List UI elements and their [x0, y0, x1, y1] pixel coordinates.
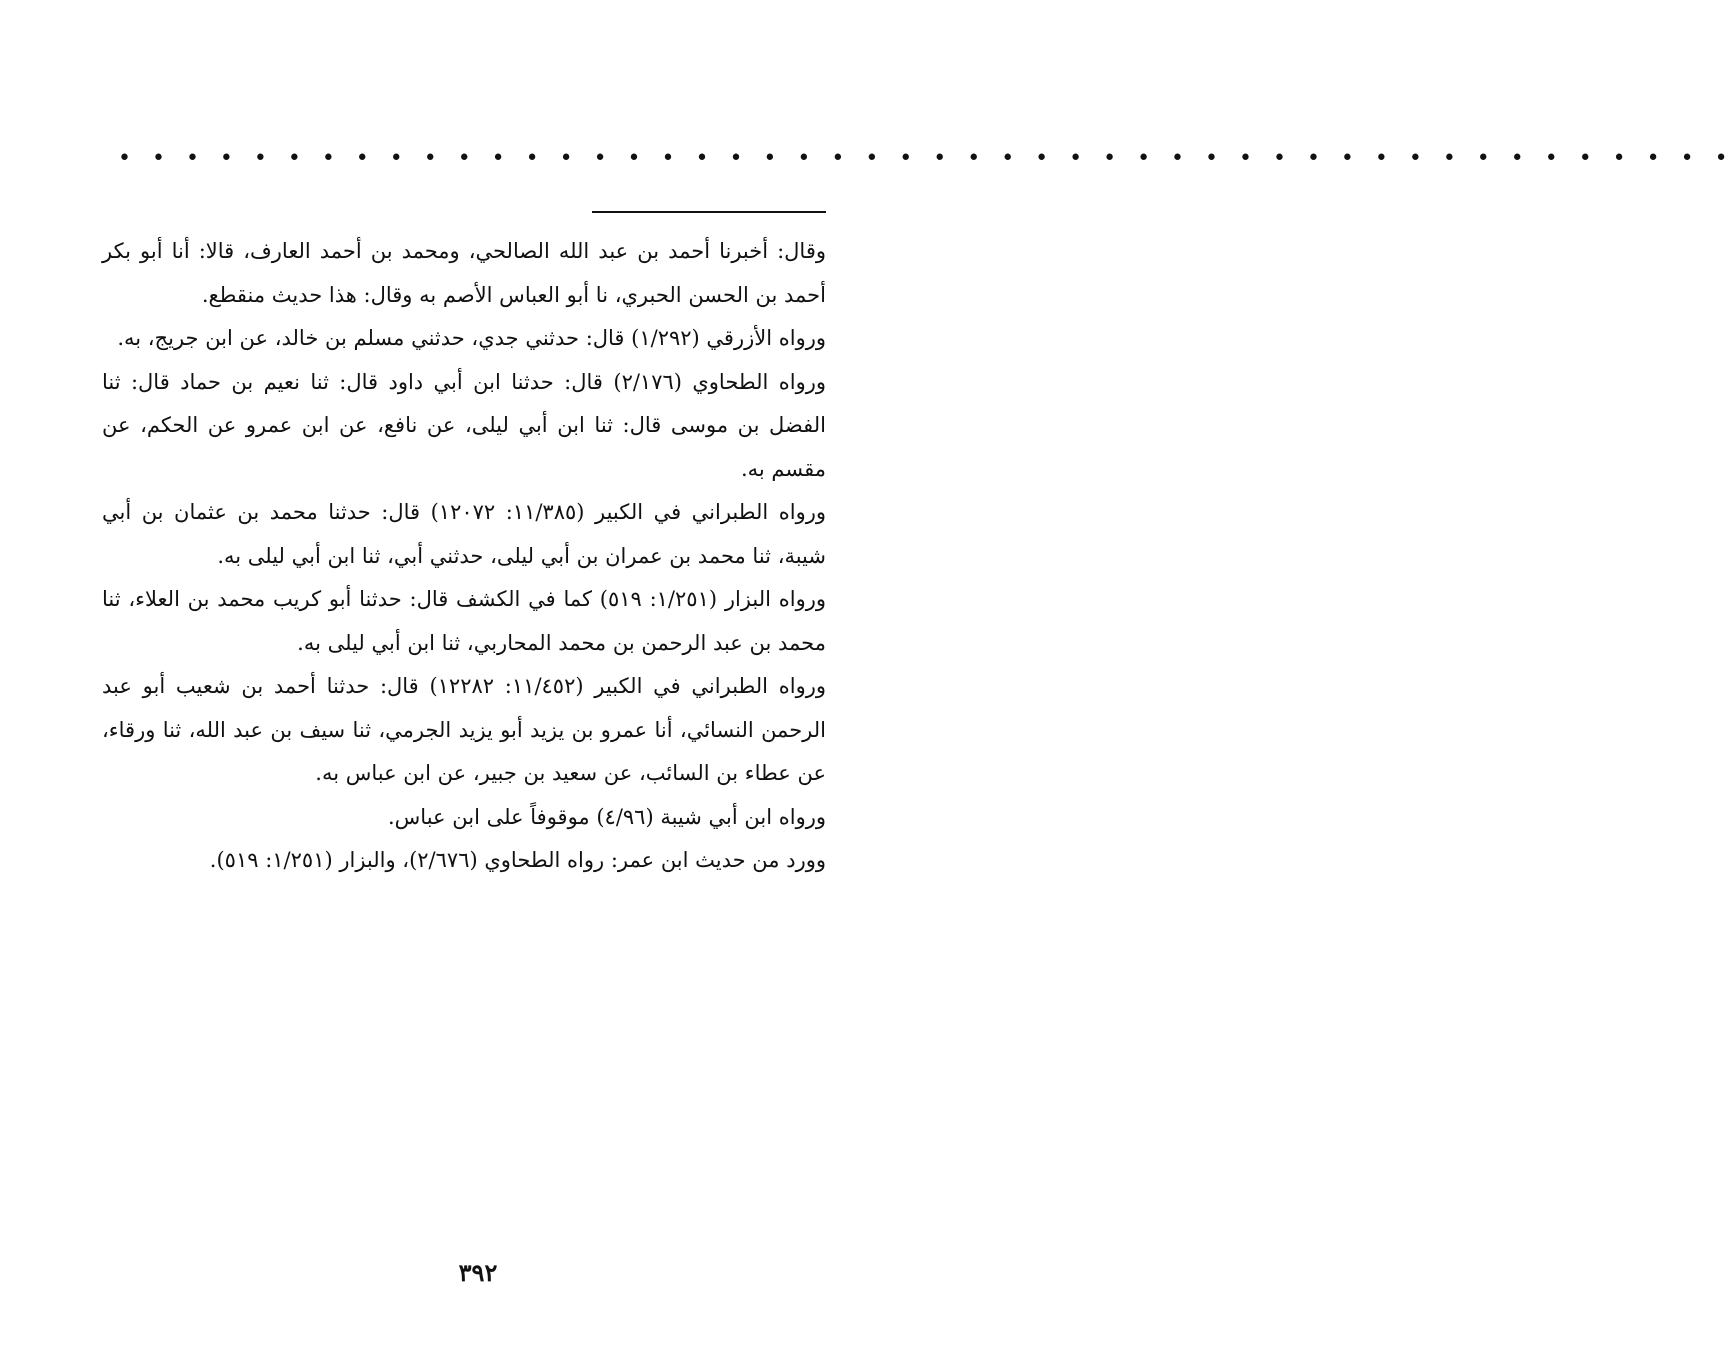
- footnote-paragraph: ورواه الطحاوي (٢/١٧٦) قال: حدثنا ابن أبي داود قال: ثنا نعيم بن حماد قال: ثنا الفضل بن موسى قال: ثنا ابن أبي ليلى، عن نافع، عن ابن عمرو عن الحكم، عن مقسم به.: [102, 369, 827, 481]
- footnote-paragraph: وقال: أخبرنا أحمد بن عبد الله الصالحي، ومحمد بن أحمد العارف، قالا: أنا أبو بكر أحمد بن الحسن الحبري، نا أبو العباس الأصم به وقال: هذا حديث منقطع.: [102, 239, 826, 307]
- footnote-paragraph: ورواه الطبراني في الكبير (١١/٤٥٢: ١٢٢٨٢) قال: حدثنا أحمد بن شعيب أبو عبد الرحمن النسائي، أنا عمرو بن يزيد أبو يزيد الجرمي، ثنا سيف بن عبد الله، ثنا ورقاء، عن عطاء بن السائب، عن سعيد بن جبير، عن ابن عباس به.: [102, 674, 826, 785]
- footnote-paragraph: وورد من حديث ابن عمر: رواه الطحاوي (٢/٦٧٦)، والبزار (١/٢٥١: ٥١٩).: [209, 848, 826, 872]
- footnote-block: [102, 230, 826, 883]
- footnote-paragraph: ورواه الأزرقي (١/٢٩٢) قال: حدثني جدي، حدثني مسلم بن خالد، عن ابن جريج، به.: [117, 326, 826, 350]
- footnote-paragraph: ورواه الطبراني في الكبير (١١/٣٨٥: ١٢٠٧٢) قال: حدثنا محمد بن عثمان بن أبي شيبة، ثنا محمد بن عمران بن أبي ليلى، حدثني أبي، ثنا ابن أبي ليلى به.: [102, 500, 826, 568]
- footnote-rule: [592, 211, 826, 213]
- footnote-paragraph: ورواه ابن أبي شيبة (٤/٩٦) موقوفاً على ابن عباس.: [388, 804, 826, 829]
- separator-dots: • • • • • • • • • • • • • • • • • • • • • • • • • • • • • • • • • • • • • • • • • • • • • • • •: [118, 146, 1735, 171]
- footnote-paragraph: ورواه البزار (١/٢٥١: ٥١٩) كما في الكشف قال: حدثنا أبو كريب محمد بن العلاء، ثنا محمد بن عبد الرحمن بن محمد المحاربي، ثنا ابن أبي ليلى به.: [102, 587, 826, 655]
- page-number: ٣٩٢: [458, 1258, 498, 1287]
